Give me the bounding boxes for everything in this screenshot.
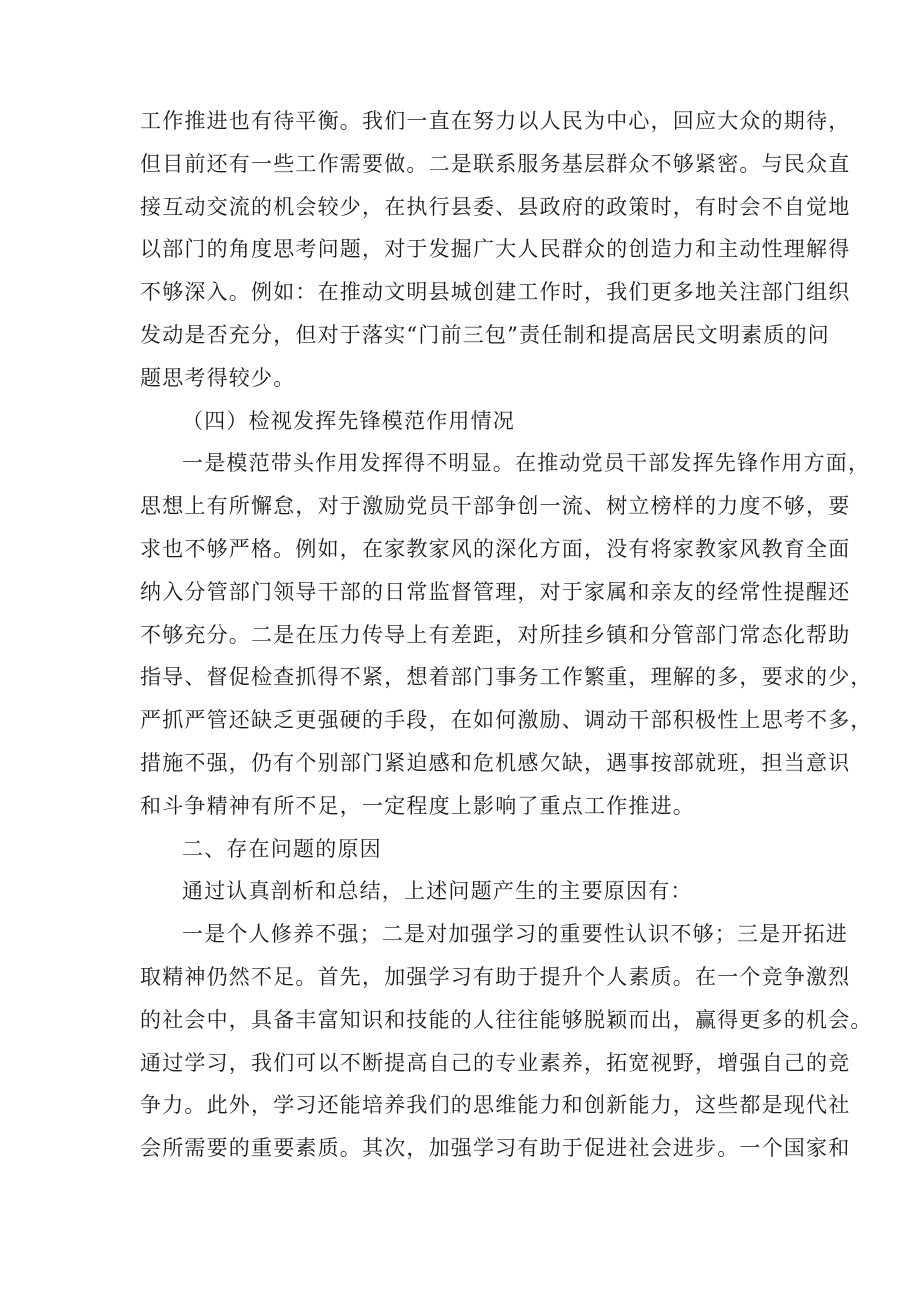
- text-line: 但目前还有一些工作需要做。二是联系服务基层群众不够紧密。与民众直: [140, 151, 851, 176]
- text-line: 工作推进也有待平衡。我们一直在努力以人民为中心，回应大众的期待，: [140, 109, 851, 133]
- text-line: 题思考得较少。: [140, 365, 296, 390]
- text-line: 的社会中，具备丰富知识和技能的人往往能够脱颖而出，赢得更多的机会。: [140, 1007, 873, 1032]
- text-line: 求也不够严格。例如，在家教家风的深化方面，没有将家教家风教育全面: [140, 536, 851, 561]
- text-line: 以部门的角度思考问题，对于发掘广大人民群众的创造力和主动性理解得: [140, 237, 851, 262]
- paragraph-start-line: 通过认真剖析和总结，上述问题产生的主要原因有：: [182, 879, 693, 904]
- text-line: 思想上有所懈怠，对于激励党员干部争创一流、树立榜样的力度不够，要: [140, 494, 851, 519]
- text-line: 通过学习，我们可以不断提高自己的专业素养，拓宽视野，增强自己的竞: [140, 1050, 851, 1075]
- text-line: 会所需要的重要素质。其次，加强学习有助于促进社会进步。一个国家和: [140, 1136, 851, 1161]
- paragraph-start-line: 一是模范带头作用发挥得不明显。在推动党员干部发挥先锋作用方面，: [182, 451, 871, 476]
- text-line: 不够充分。二是在压力传导上有差距，对所挂乡镇和分管部门常态化帮助: [140, 622, 851, 647]
- text-line: 指导、督促检查抓得不紧，想着部门事务工作繁重，理解的多，要求的少，: [140, 665, 873, 690]
- text-line: 取精神仍然不足。首先，加强学习有助于提升个人素质。在一个竞争激烈: [140, 964, 851, 989]
- text-line: 措施不强，仍有个别部门紧迫感和危机感欠缺，遇事按部就班，担当意识: [140, 750, 851, 775]
- text-line: 争力。此外，学习还能培养我们的思维能力和创新能力，这些都是现代社: [140, 1093, 851, 1118]
- body-text: [140, 100, 873, 1170]
- text-line: 纳入分管部门领导干部的日常监督管理，对于家属和亲友的经常性提醒还: [140, 579, 851, 604]
- text-line: 发动是否充分，但对于落实“门前三包”责任制和提高居民文明素质的问: [140, 322, 830, 347]
- text-line: 严抓严管还缺乏更强硬的手段，在如何激励、调动干部积极性上思考不多，: [140, 708, 873, 733]
- text-line: 和斗争精神有所不足，一定程度上影响了重点工作推进。: [140, 793, 695, 818]
- text-line: 接互动交流的机会较少，在执行县委、县政府的政策时，有时会不自觉地: [140, 194, 851, 219]
- section-heading: （四）检视发挥先锋模范作用情况: [182, 408, 515, 433]
- text-line: 不够深入。例如：在推动文明县城创建工作时，我们更多地关注部门组织: [140, 280, 851, 305]
- paragraph-start-line: 一是个人修养不强；二是对加强学习的重要性认识不够；三是开拓进: [182, 922, 848, 947]
- section-heading: 二、存在问题的原因: [182, 836, 382, 861]
